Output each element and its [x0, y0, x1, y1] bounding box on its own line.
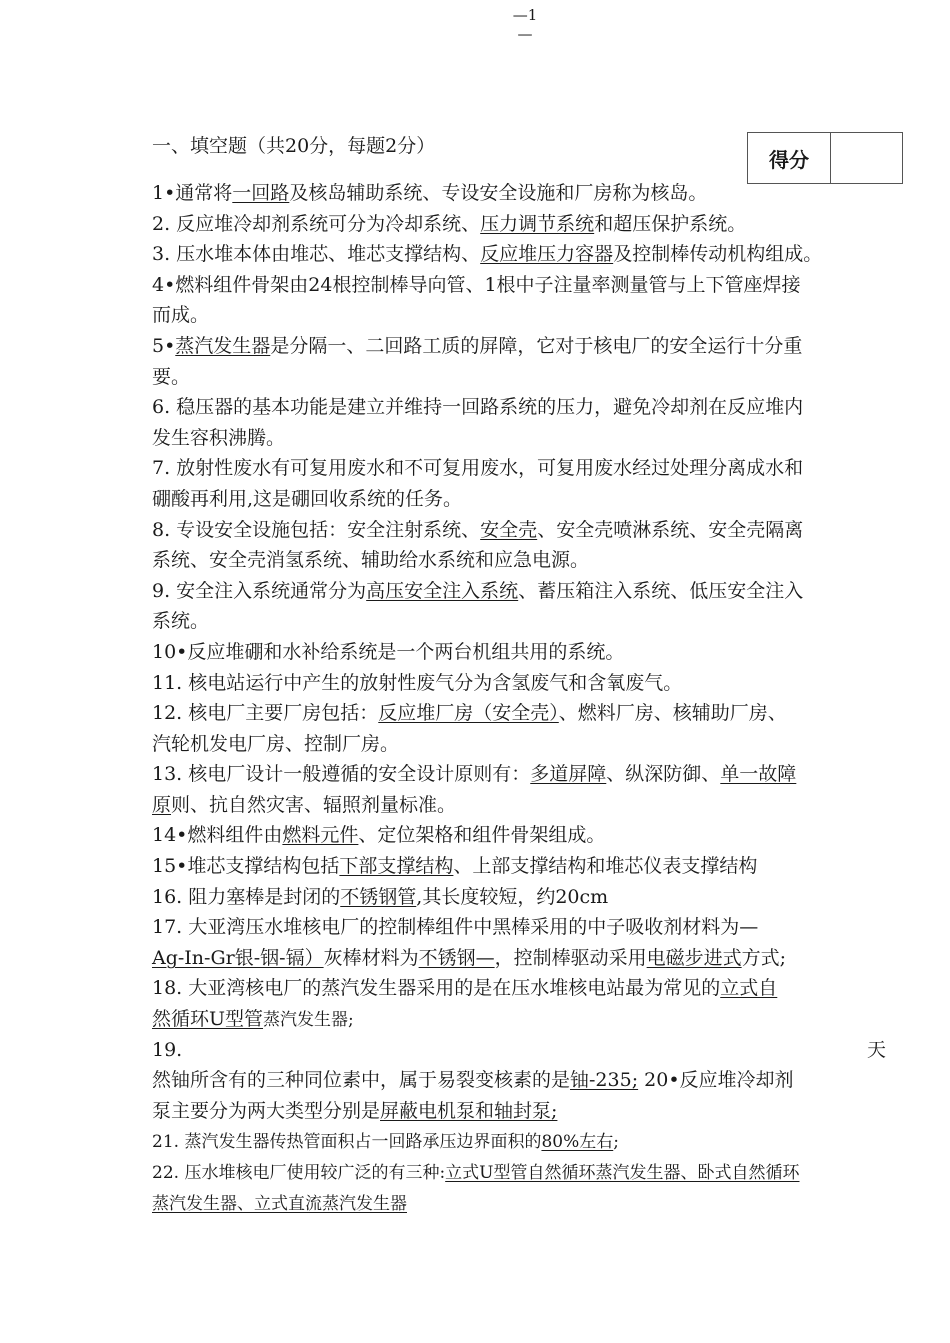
answer-blank-text: 燃料元件: [282, 824, 359, 847]
text-line: [152, 851, 922, 882]
answer-blank-text: 不锈钢—: [418, 946, 495, 969]
text-line: [152, 484, 922, 515]
line-text-segment: 18. 大亚湾核电厂的蒸汽发生器采用的是在压水堆核电站最为常见的: [152, 977, 721, 1000]
text-line: [152, 1188, 922, 1219]
text-line: [152, 1096, 922, 1127]
answer-blank-text: 蒸汽发生器、立式直流蒸汽发生器: [152, 1193, 407, 1214]
text-line: [152, 1126, 922, 1157]
line-text-segment: 7. 放射性废水有可复用废水和不可复用废水，可复用废水经过处理分离成水和: [152, 457, 804, 480]
line-text-segment: 天: [866, 1038, 886, 1061]
question-list: [152, 178, 922, 1218]
text-line: [152, 943, 922, 974]
line-text-segment: ，控制棒驱动采用: [494, 946, 647, 969]
answer-blank-text: 屏蔽电机泵和轴封泵;: [380, 1099, 558, 1122]
text-line: [152, 973, 922, 1004]
text-line: [152, 820, 922, 851]
line-text-segment: 、安全壳喷淋系统、安全壳隔离: [537, 518, 804, 541]
line-text-segment: 汽轮机发电厂房、控制厂房。: [152, 732, 400, 755]
text-line: [152, 545, 922, 576]
answer-blank-text: 反应堆压力容器: [480, 243, 614, 266]
text-line: [152, 576, 922, 607]
answer-blank-text: 电磁步进式: [646, 946, 742, 969]
text-line: [152, 1065, 922, 1096]
text-line: [152, 300, 922, 331]
line-text-segment: 蒸汽发生器;: [263, 1010, 354, 1031]
line-text-segment: 、上部支撑结构和堆芯仪表支撑结构: [453, 855, 758, 878]
text-line: [152, 1004, 922, 1035]
line-text-segment: ,其长度较短，约20cm: [416, 885, 609, 908]
line-text-segment: 16. 阻力塞棒是封闭的: [152, 885, 341, 908]
text-line: [152, 882, 922, 913]
text-line: [152, 606, 922, 637]
answer-blank-text: 原: [152, 793, 172, 816]
answer-blank-text: 80%左右: [541, 1132, 614, 1153]
score-label: 得分: [748, 133, 831, 183]
line-text-segment: 12. 核电厂主要厂房包括：: [152, 702, 379, 725]
text-line: [152, 668, 922, 699]
line-text-segment: 系统、安全壳消氢系统、辅助给水系统和应急电源。: [152, 549, 590, 572]
line-text-segment: 17. 大亚湾压水堆核电厂的控制棒组件中黑棒采用的中子吸收剂材料为—: [152, 916, 759, 939]
answer-blank-text: 下部支撑结构: [339, 855, 454, 878]
line-text-segment: 3. 压水堆本体由堆芯、堆芯支撑结构、: [152, 243, 481, 266]
text-line: [152, 729, 922, 760]
line-text-segment: ;: [613, 1132, 619, 1153]
line-text-segment: 、定位架格和组件骨架组成。: [358, 824, 606, 847]
text-line: [152, 790, 922, 821]
answer-blank-text: 蒸汽发生器: [175, 334, 271, 357]
line-text-segment: 要。: [152, 365, 191, 388]
answer-blank-text: 高压安全注入系统: [366, 579, 519, 602]
answer-blank-text: 铀-235;: [570, 1069, 639, 1092]
text-line: [152, 637, 922, 668]
answer-blank-text: 立式U型管自然循环蒸汽发生器、卧式自然循环: [445, 1163, 800, 1183]
text-line: [152, 698, 922, 729]
answer-blank-text: 多道屏障: [530, 763, 607, 786]
text-line: [152, 423, 922, 454]
text-line: [152, 515, 922, 546]
line-text-segment: 14•燃料组件由: [152, 824, 283, 847]
answer-blank-text: 压力调节系统: [480, 212, 595, 235]
answer-blank-text: 然循环U型管: [152, 1008, 264, 1031]
text-line: [152, 1157, 922, 1188]
text-line: [152, 270, 922, 301]
line-text-segment: 2. 反应堆冷却剂系统可分为冷却系统、: [152, 212, 481, 235]
line-text-segment: 及核岛辅助系统、专设安全设施和厂房称为核岛。: [289, 182, 708, 204]
line-text-segment: 6. 稳压器的基本功能是建立并维持一回路系统的压力，避免冷却剂在反应堆内: [152, 396, 804, 419]
answer-blank-text: 反应堆厂房（安全壳）: [378, 702, 559, 725]
line-text-segment: 发生容积沸腾。: [152, 426, 286, 449]
line-text-segment: 1•通常将: [152, 182, 233, 204]
answer-blank-text: 立式自: [720, 977, 778, 1000]
text-line: [152, 362, 922, 393]
answer-blank-text: 单一故障: [720, 763, 797, 786]
line-text-segment: 13. 核电厂设计一般遵循的安全设计原则有：: [152, 763, 531, 786]
answer-blank-text: Ag-In-Gr银-铟-镉）: [152, 946, 324, 969]
line-text-segment: 和超压保护系统。: [594, 212, 747, 235]
score-value-cell[interactable]: [831, 133, 902, 183]
line-text-segment: 、蓄压箱注入系统、低压安全注入: [518, 579, 804, 602]
text-line: [152, 912, 922, 943]
text-line: [152, 331, 922, 362]
line-text-segment: 4•燃料组件骨架由24根控制棒导向管、1根中子注量率测量管与上下管座焊接: [152, 273, 801, 296]
line-text-segment: 硼酸再利用,这是硼回收系统的任务。: [152, 487, 463, 510]
line-text-segment: 、燃料厂房、核辅助厂房、: [558, 702, 787, 725]
line-text-segment: 系统。: [152, 610, 210, 633]
text-line: [152, 1035, 922, 1066]
line-text-segment: 15•堆芯支撑结构包括: [152, 855, 340, 878]
answer-blank-text: 不锈钢管: [340, 885, 417, 908]
text-line: [152, 178, 922, 209]
line-text-segment: 5•: [152, 334, 176, 357]
line-text-segment: 10•反应堆硼和水补给系统是一个两台机组共用的系统。: [152, 640, 625, 663]
line-text-segment: 22. 压水堆核电厂使用较广泛的有三种:: [152, 1163, 446, 1183]
line-text-segment: 19.: [152, 1038, 183, 1061]
line-text-segment: 及控制棒传动机构组成。: [613, 243, 823, 266]
line-text-segment: 然铀所含有的三种同位素中，属于易裂变核素的是: [152, 1069, 571, 1092]
text-line: [152, 392, 922, 423]
line-text-segment: 、纵深防御、: [606, 763, 721, 786]
line-text-segment: 20•反应堆冷却剂: [638, 1069, 794, 1092]
section-title: 一、填空题（共20分，每题2分）: [152, 135, 436, 157]
answer-blank-text: 一回路: [232, 182, 290, 204]
line-text-segment: 9. 安全注入系统通常分为: [152, 579, 367, 602]
line-text-segment: 是分隔一、二回路工质的屏障，它对于核电厂的安全运行十分重: [270, 334, 803, 357]
answer-blank-text: 安全壳: [480, 518, 538, 541]
text-line: [152, 209, 922, 240]
line-text-segment: 灰棒材料为: [323, 946, 419, 969]
line-text-segment: 21. 蒸汽发生器传热管面积占一回路承压边界面积的: [152, 1132, 542, 1153]
line-text-segment: 泵主要分为两大类型分别是: [152, 1099, 381, 1122]
line-text-segment: 8. 专设安全设施包括：安全注射系统、: [152, 518, 481, 541]
line-text-segment: 方式;: [741, 946, 787, 969]
page-number-line-2: —: [517, 25, 533, 43]
text-line: [152, 239, 922, 270]
text-line: [152, 453, 922, 484]
line-text-segment: 而成。: [152, 304, 210, 327]
page-number-line-1: —1: [512, 6, 538, 24]
page-number: [505, 6, 545, 44]
line-text-segment: 则、抗自然灾害、辐照剂量标准。: [171, 793, 457, 816]
text-line: [152, 759, 922, 790]
score-box: [747, 132, 903, 184]
line-text-segment: 11. 核电站运行中产生的放射性废气分为含氢废气和含氧废气。: [152, 671, 683, 694]
